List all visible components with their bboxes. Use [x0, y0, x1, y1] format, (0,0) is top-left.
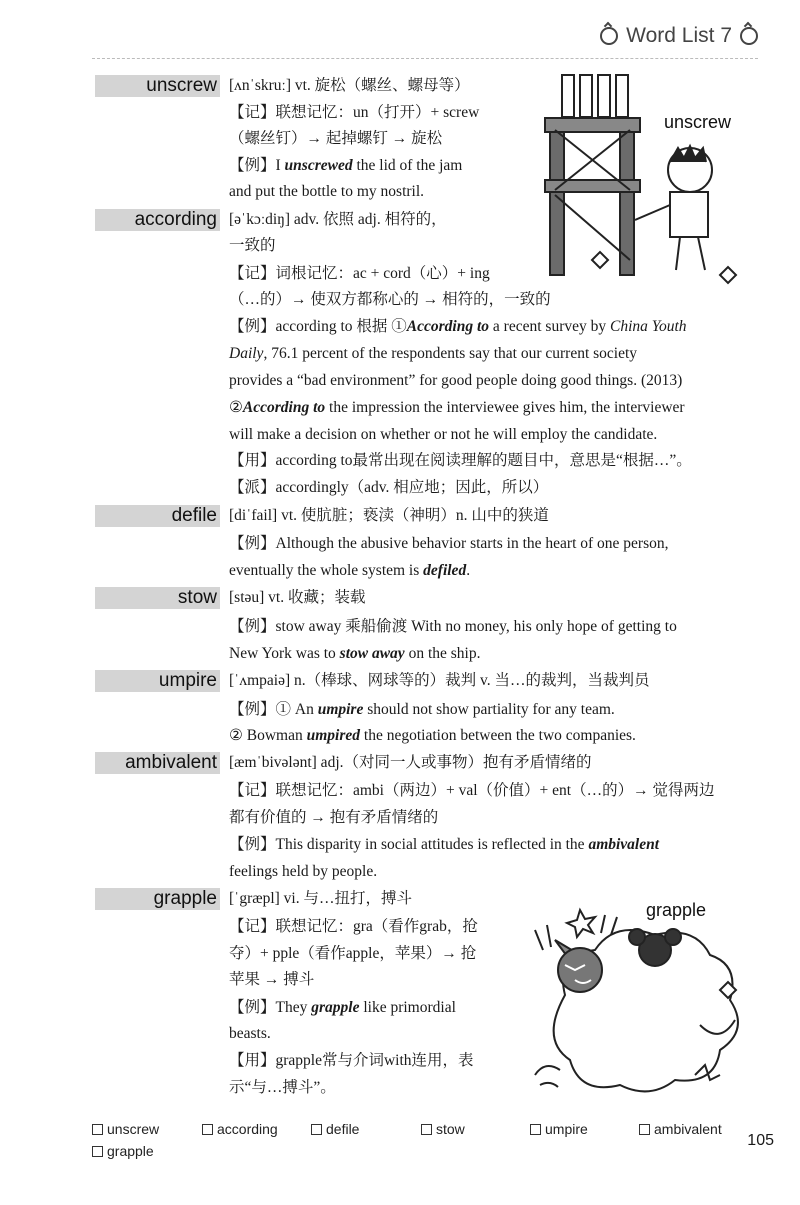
mnemonic-line: 苹果 → 搏斗 [229, 971, 315, 988]
usage-line: 【用】according to最常出现在阅读理解的题目中，意思是“根据…”。 [229, 452, 692, 469]
grapple-illustration [525, 905, 755, 1100]
unscrew-illustration [540, 70, 750, 285]
checkbox-icon[interactable] [530, 1124, 541, 1135]
usage-line: 【用】grapple常与介词with连用，表 [229, 1052, 474, 1069]
headword-umpire: umpire [158, 670, 217, 691]
example-line: 【例】stow away 乘船偷渡 With no money, his only hope of getting to [229, 618, 677, 635]
checkbox-icon[interactable] [92, 1146, 103, 1157]
checkbox-icon[interactable] [421, 1124, 432, 1135]
example-line: 【例】They grapple like primordial [229, 999, 456, 1016]
pronunciation-definition: [diˈfail] vt. 使肮脏；亵渎（神明）n. 山中的狭道 [229, 507, 549, 524]
illustration-label: unscrew [664, 112, 732, 132]
example-line: Daily, 76.1 percent of the respondents say that our current society [229, 345, 638, 362]
example-line: New York was to stow away on the ship. [229, 645, 481, 662]
headword-defile: defile [171, 505, 217, 526]
derivative-line: 【派】accordingly（adv. 相应地；因此，所以） [229, 479, 549, 496]
headword-grapple: grapple [153, 888, 217, 909]
pronunciation-definition: [əˈkɔːdiŋ] adv. 依照 adj. 相符的， [229, 211, 447, 228]
arrow-circle-icon [600, 27, 618, 45]
page-number: 105 [747, 1132, 774, 1149]
mnemonic-line: 夺）+ pple（看作apple，苹果）→ 抢 [229, 945, 477, 962]
headword-stow: stow [177, 587, 217, 608]
checklist-item[interactable]: stow [421, 1121, 465, 1137]
mnemonic-line: 【记】词根记忆：ac + cord（心）+ ing [229, 265, 490, 282]
example-line: feelings held by people. [229, 863, 378, 880]
checklist-item[interactable]: according [202, 1121, 278, 1137]
arrow-circle-icon [740, 27, 758, 45]
example-line: provides a “bad environment” for good people doing good things. (2013) [229, 372, 683, 389]
checklist-item[interactable]: defile [311, 1121, 359, 1137]
pronunciation-definition: [ʌnˈskruː] vt. 旋松（螺丝、螺母等） [229, 77, 470, 94]
mnemonic-line: 都有价值的 → 抱有矛盾情绪的 [229, 809, 439, 826]
example-line: beasts. [229, 1025, 271, 1042]
mnemonic-line: 【记】联想记忆：gra（看作grab，抢 [229, 918, 478, 935]
example-line: ② Bowman umpired the negotiation between the two companies. [229, 727, 636, 744]
pronunciation-definition: [ˈʌmpaiə] n.（棒球、网球等的）裁判 v. 当…的裁判，当裁判员 [229, 672, 650, 689]
checklist-item[interactable]: grapple [92, 1143, 154, 1159]
illustration-label: grapple [646, 900, 707, 920]
checklist-item[interactable]: unscrew [92, 1121, 159, 1137]
pronunciation-definition: [stəu] vt. 收藏；装载 [229, 589, 366, 606]
pronunciation-definition: [ˈgræpl] vi. 与…扭打，搏斗 [229, 890, 412, 907]
headword-ambivalent: ambivalent [125, 752, 217, 773]
headword-unscrew: unscrew [146, 75, 217, 96]
mnemonic-line: （…的）→ 使双方都称心的 → 相符的，一致的 [229, 291, 551, 308]
mnemonic-line: （螺丝钉）→ 起掉螺钉 → 旋松 [229, 130, 443, 147]
pronunciation-definition: [æmˈbivələnt] adj.（对同一人或事物）抱有矛盾情绪的 [229, 754, 592, 771]
example-line: 【例】Although the abusive behavior starts in the heart of one person, [229, 535, 669, 552]
page-header [600, 24, 758, 48]
example-line: 【例】This disparity in social attitudes is reflected in the ambivalent [229, 836, 660, 853]
example-line: 【例】according to 根据 ①According to a recent survey by China Youth [229, 318, 687, 335]
mnemonic-line: 【记】联想记忆：ambi（两边）+ val（价值）+ ent（…的）→ 觉得两边 [229, 782, 715, 799]
header-divider [92, 58, 758, 59]
definition-line: 一致的 [229, 237, 276, 254]
word-list-title: Word List 7 [626, 24, 732, 47]
example-line: 【例】① An umpire should not show partiality for any team. [229, 701, 615, 718]
example-line: 【例】I unscrewed the lid of the jam [229, 157, 463, 174]
example-line: ②According to the impression the interviewee gives him, the interviewer [229, 399, 685, 416]
checklist-item[interactable]: umpire [530, 1121, 588, 1137]
checkbox-icon[interactable] [311, 1124, 322, 1135]
checkbox-icon[interactable] [202, 1124, 213, 1135]
example-line: will make a decision on whether or not he will employ the candidate. [229, 426, 658, 443]
checkbox-icon[interactable] [92, 1124, 103, 1135]
example-line: eventually the whole system is defiled. [229, 562, 471, 579]
mnemonic-line: 【记】联想记忆：un（打开）+ screw [229, 104, 480, 121]
usage-line: 示“与…搏斗”。 [229, 1079, 336, 1096]
headword-according: according [134, 209, 217, 230]
example-line: and put the bottle to my nostril. [229, 183, 425, 200]
checkbox-icon[interactable] [639, 1124, 650, 1135]
checklist-item[interactable]: ambivalent [639, 1121, 722, 1137]
